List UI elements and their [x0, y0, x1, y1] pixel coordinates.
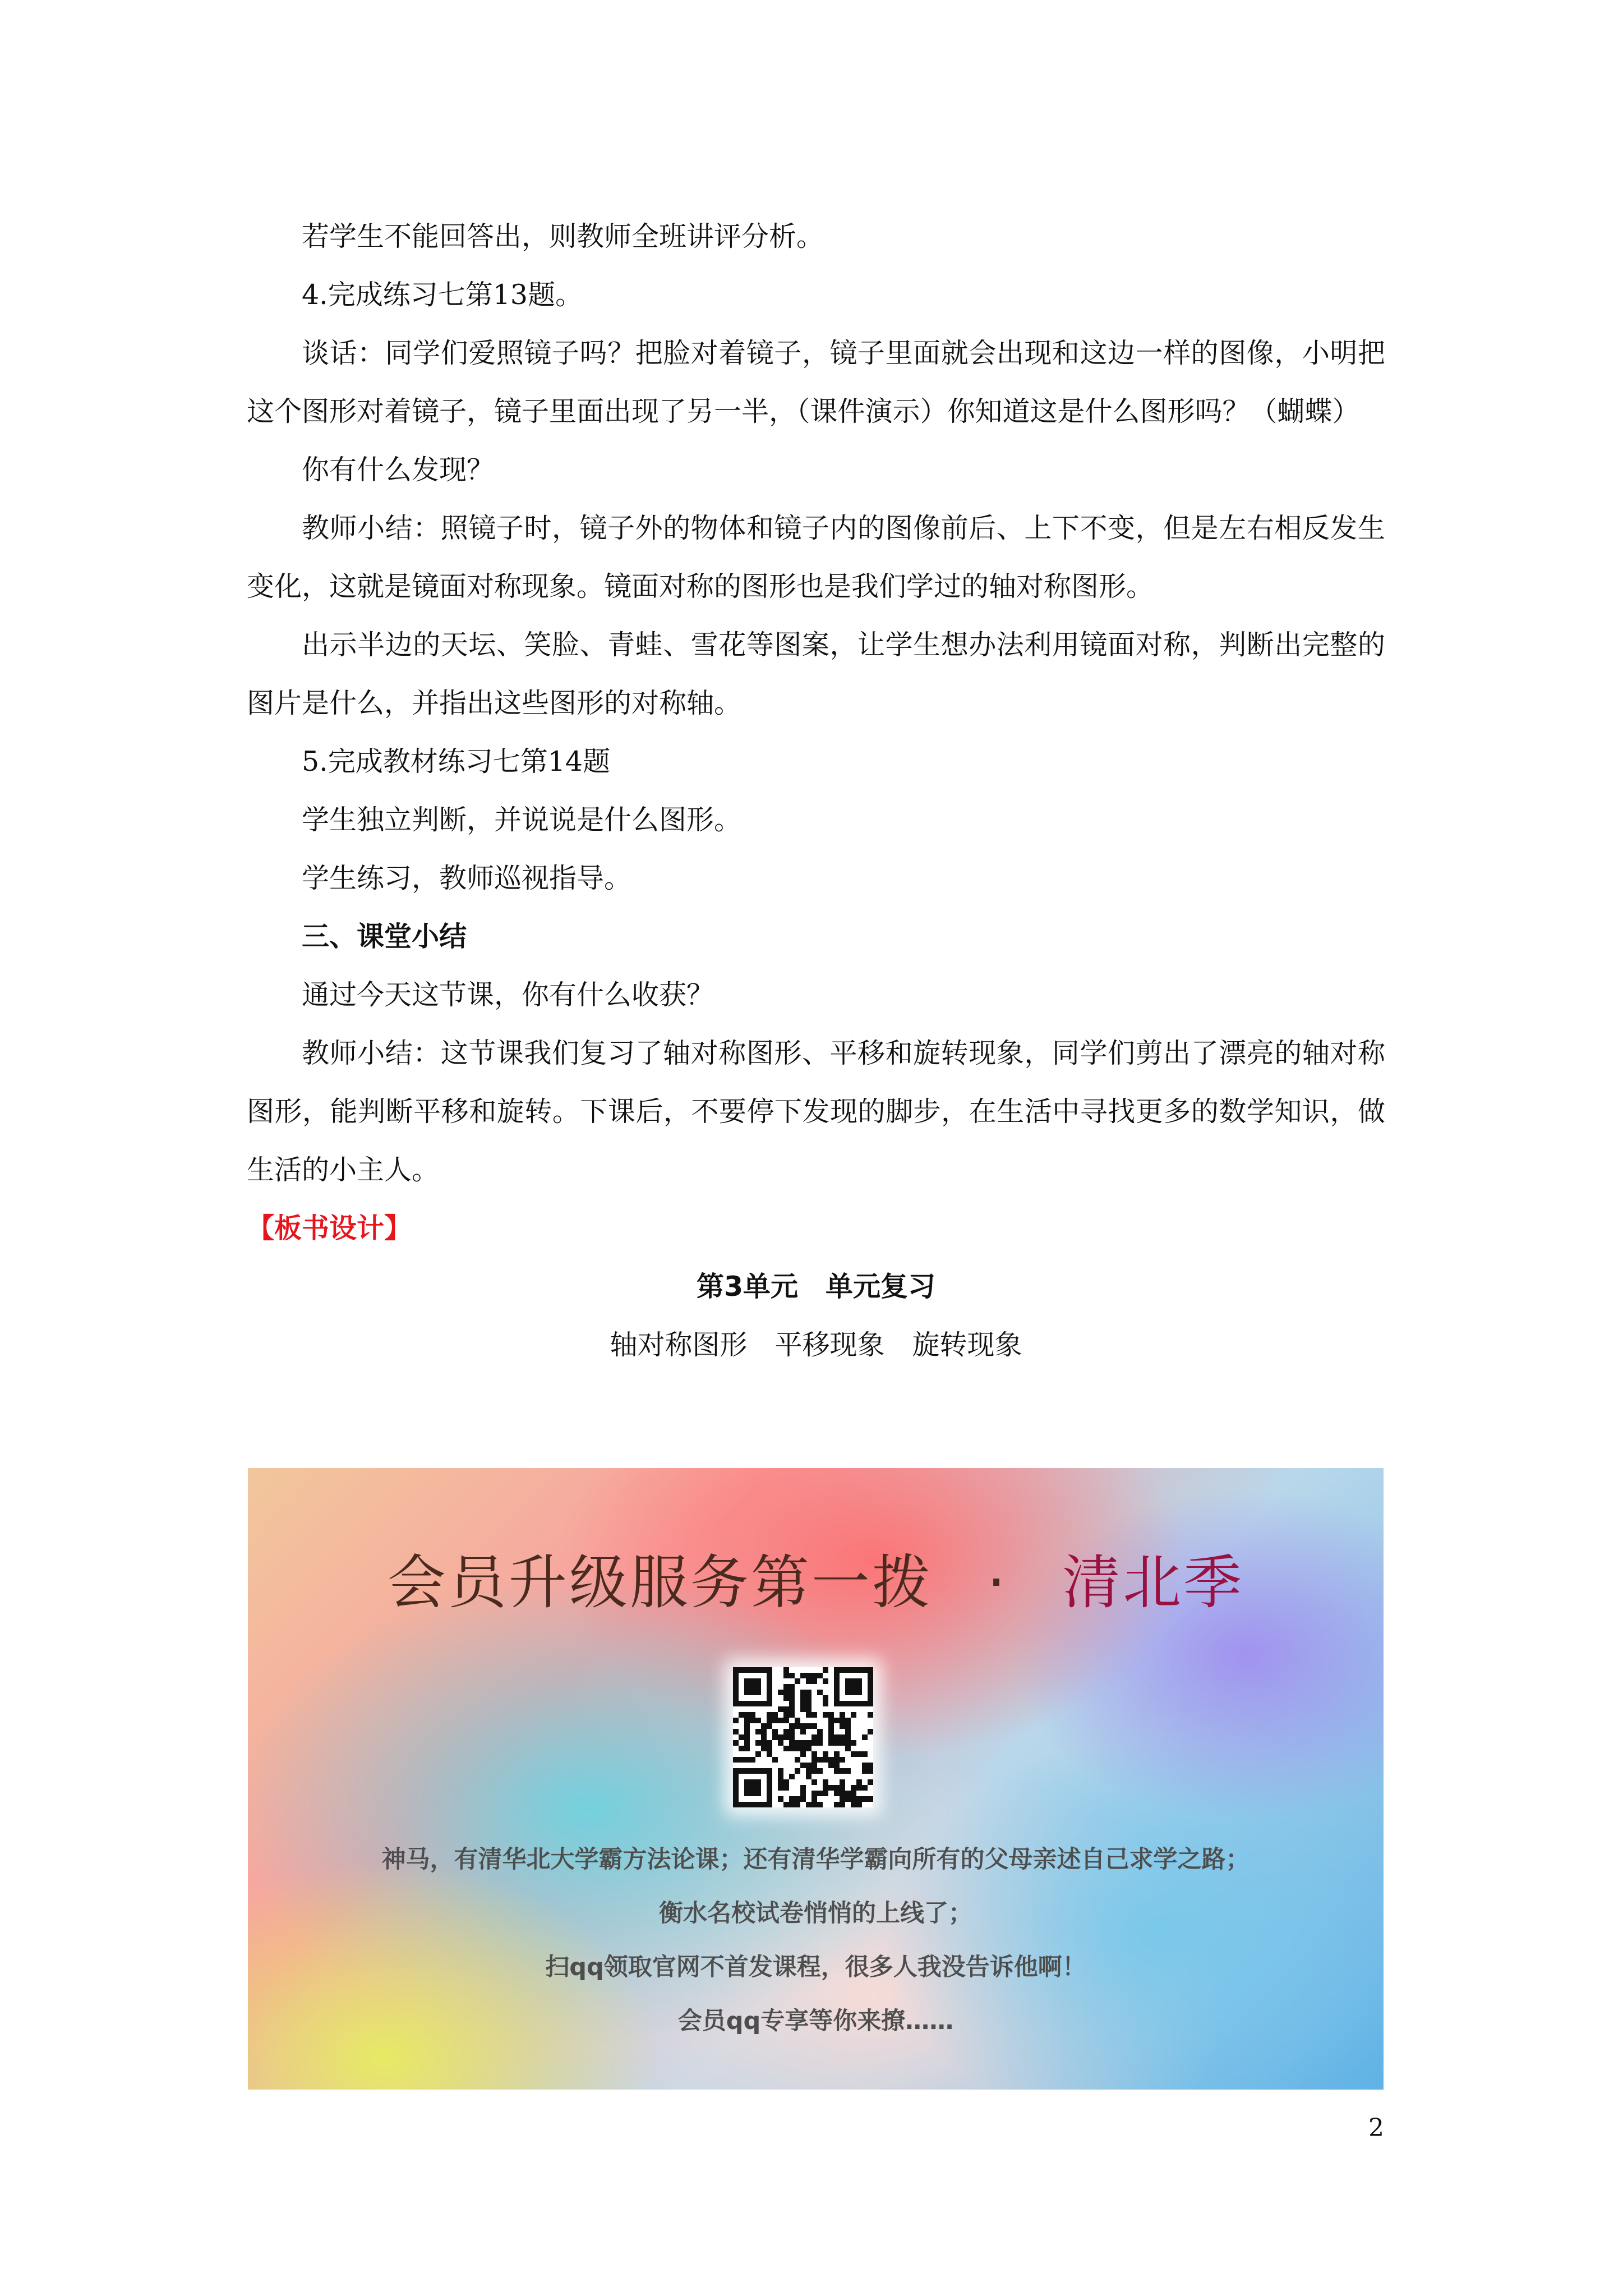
banner-line: 衡水名校试卷悄悄的上线了； [659, 1899, 972, 1927]
paragraph: 通过今天这节课，你有什么收获？ [302, 979, 714, 1011]
paragraph: 学生练习，教师巡视指导。 [302, 862, 632, 894]
banner-line: 扫qq领取官网不首发课程，很多人我没告诉他啊！ [545, 1953, 1086, 1981]
paragraph: 谈话：同学们爱照镜子吗？把脸对着镜子，镜子里面就会出现和这边一样的图像，小明把这个图形对着镜子，镜子里面出现了另一半，（课件演示）你知道这是什么图形吗？（蝴蝶） [247, 337, 1385, 427]
qr-code-icon[interactable] [733, 1667, 873, 1807]
paragraph: 你有什么发现？ [302, 454, 495, 486]
banner-title-separator: · [986, 1548, 1008, 1617]
banner-title-main: 会员升级服务第一拨 [387, 1548, 933, 1617]
paragraph: 教师小结：照镜子时，镜子外的物体和镜子内的图像前后、上下不变，但是左右相反发生变化，这就是镜面对称现象。镜面对称的图形也是我们学过的轴对称图形。 [247, 512, 1385, 602]
paragraph: 若学生不能回答出，则教师全班讲评分析。 [302, 220, 824, 252]
paragraph: 教师小结：这节课我们复习了轴对称图形、平移和旋转现象，同学们剪出了漂亮的轴对称图形，能判断平移和旋转。下课后，不要停下发现的脚步，在生活中寻找更多的数学知识，做生活的小主人。 [247, 1037, 1385, 1186]
banner-text [248, 1833, 1384, 2048]
board-title: 第3单元 单元复习 [696, 1271, 936, 1303]
banner-line: 会员qq专享等你来撩…… [677, 2007, 954, 2035]
document-body [247, 208, 1385, 1374]
board-subtitle: 轴对称图形 平移现象 旋转现象 [610, 1329, 1022, 1361]
section-heading: 三、课堂小结 [302, 921, 467, 953]
paragraph: 5.完成教材练习七第14题 [302, 746, 611, 777]
paragraph: 学生独立判断，并说说是什么图形。 [302, 804, 742, 836]
promo-banner[interactable] [248, 1468, 1384, 2090]
board-design-tag: 【板书设计】 [247, 1212, 412, 1244]
banner-line: 神马，有清华北大学霸方法论课；还有清华学霸向所有的父母亲述自己求学之路； [381, 1846, 1250, 1874]
paragraph: 出示半边的天坛、笑脸、青蛙、雪花等图案，让学生想办法利用镜面对称，判断出完整的图片是什么，并指出这些图形的对称轴。 [247, 629, 1385, 719]
banner-title [248, 1535, 1384, 1619]
paragraph: 4.完成练习七第13题。 [302, 279, 583, 311]
page-number: 2 [1368, 2114, 1384, 2142]
banner-title-accent: 清北季 [1062, 1548, 1244, 1617]
